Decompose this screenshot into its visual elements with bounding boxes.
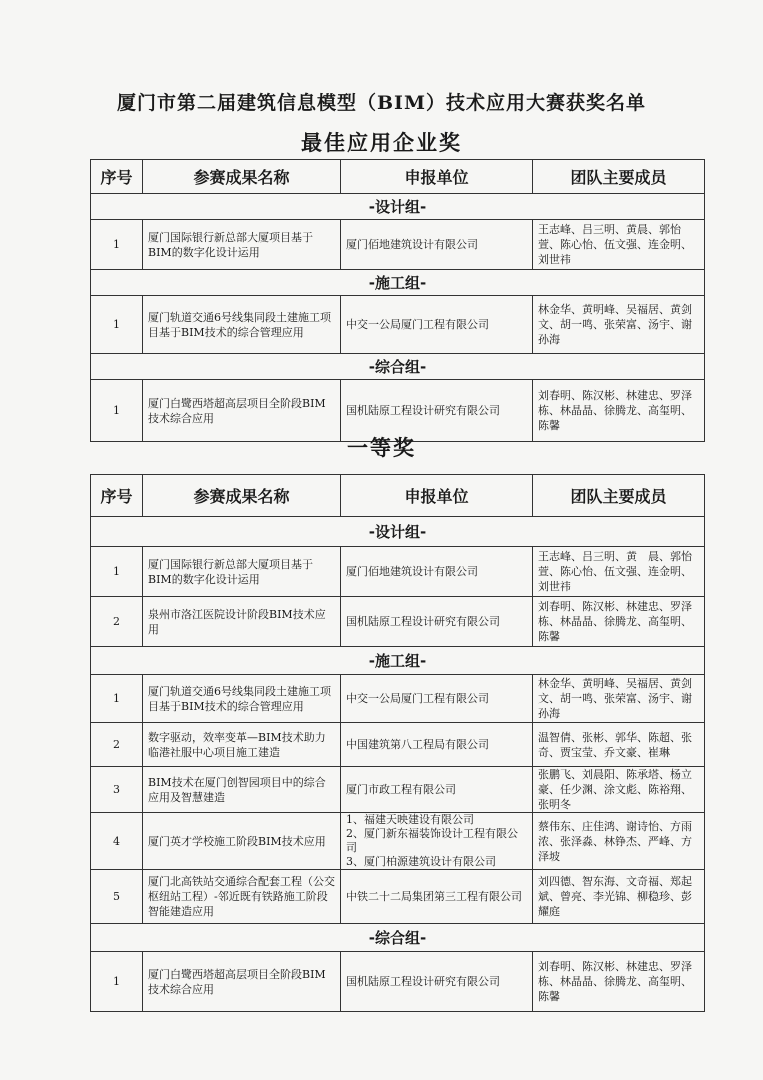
row-org [341, 813, 533, 870]
row-project: 厦门国际银行新总部大厦项目基于BIM的数字化设计运用 [143, 547, 341, 597]
award-table-best-enterprise [90, 159, 705, 442]
group-row [91, 647, 705, 675]
header-team: 团队主要成员 [533, 160, 705, 194]
group-label: -施工组- [91, 270, 705, 296]
row-team: 刘春明、陈汉彬、林建忠、罗泽栋、林晶晶、徐腾龙、高玺明、陈馨 [533, 952, 705, 1012]
table-header-row [91, 475, 705, 517]
group-row [91, 517, 705, 547]
row-project: 厦门英才学校施工阶段BIM技术应用 [143, 813, 341, 870]
row-org: 中铁二十二局集团第三工程有限公司 [341, 870, 533, 924]
table-header-row [91, 160, 705, 194]
row-org: 中国建筑第八工程局有限公司 [341, 723, 533, 767]
row-project: 厦门轨道交通6号线集同段土建施工项目基于BIM技术的综合管理应用 [143, 296, 341, 354]
org-line: 2、厦门新东福装饰设计工程有限公司 [346, 827, 518, 854]
org-line: 1、福建天映建设有限公司 [346, 813, 474, 826]
row-no: 1 [91, 675, 143, 723]
org-line: 3、厦门柏源建筑设计有限公司 [346, 855, 496, 868]
row-org: 国机陆原工程设计研究有限公司 [341, 380, 533, 442]
table-row [91, 767, 705, 813]
table-row [91, 296, 705, 354]
table-row [91, 952, 705, 1012]
header-project: 参赛成果名称 [143, 160, 341, 194]
row-org: 国机陆原工程设计研究有限公司 [341, 952, 533, 1012]
group-row [91, 354, 705, 380]
row-org: 中交一公局厦门工程有限公司 [341, 675, 533, 723]
row-org: 中交一公局厦门工程有限公司 [341, 296, 533, 354]
header-org: 申报单位 [341, 475, 533, 517]
group-row [91, 194, 705, 220]
row-org: 国机陆原工程设计研究有限公司 [341, 597, 533, 647]
table-row [91, 220, 705, 270]
group-row [91, 270, 705, 296]
row-no: 1 [91, 380, 143, 442]
header-team: 团队主要成员 [533, 475, 705, 517]
group-row [91, 924, 705, 952]
row-no: 5 [91, 870, 143, 924]
row-no: 1 [91, 220, 143, 270]
table-row [91, 675, 705, 723]
row-project: BIM技术在厦门创智园项目中的综合应用及智慧建造 [143, 767, 341, 813]
row-project: 厦门国际银行新总部大厦项目基于BIM的数字化设计运用 [143, 220, 341, 270]
row-no: 2 [91, 597, 143, 647]
table-row [91, 723, 705, 767]
section-heading-best-enterprise: 最佳应用企业奖 [301, 130, 462, 155]
group-label: -综合组- [91, 354, 705, 380]
row-no: 3 [91, 767, 143, 813]
header-org: 申报单位 [341, 160, 533, 194]
header-project: 参赛成果名称 [143, 475, 341, 517]
group-label: -设计组- [91, 517, 705, 547]
row-team: 刘春明、陈汉彬、林建忠、罗泽栋、林晶晶、徐腾龙、高玺明、陈馨 [533, 597, 705, 647]
row-org: 厦门佰地建筑设计有限公司 [341, 547, 533, 597]
row-project: 厦门白鹭西塔超高层项目全阶段BIM技术综合应用 [143, 952, 341, 1012]
row-team: 刘春明、陈汉彬、林建忠、罗泽栋、林晶晶、徐腾龙、高玺明、陈馨 [533, 380, 705, 442]
award-table-first-prize [90, 474, 705, 1012]
group-label: -设计组- [91, 194, 705, 220]
row-team: 王志峰、吕三明、黄 晨、郭怡萱、陈心怡、伍文强、连金明、刘世祎 [533, 547, 705, 597]
section-heading-first-prize: 一等奖 [347, 435, 416, 460]
row-no: 4 [91, 813, 143, 870]
table-row [91, 813, 705, 870]
document-title: 厦门市第二届建筑信息模型（BIM）技术应用大赛获奖名单 [117, 92, 646, 114]
table-row [91, 870, 705, 924]
row-project: 厦门北高铁站交通综合配套工程（公交枢纽站工程）-邻近既有铁路施工阶段智能建造应用 [143, 870, 341, 924]
row-team: 蔡伟东、庄佳鸿、谢诗怡、方雨浓、张泽淼、林铮杰、严峰、方泽坡 [533, 813, 705, 870]
group-label: -综合组- [91, 924, 705, 952]
row-no: 2 [91, 723, 143, 767]
row-project: 厦门轨道交通6号线集同段土建施工项目基于BIM技术的综合管理应用 [143, 675, 341, 723]
row-org: 厦门佰地建筑设计有限公司 [341, 220, 533, 270]
header-no: 序号 [91, 160, 143, 194]
group-label: -施工组- [91, 647, 705, 675]
row-team: 王志峰、吕三明、黄晨、郭怡萱、陈心怡、伍文强、连金明、刘世祎 [533, 220, 705, 270]
row-team: 温智倩、张彬、郭华、陈超、张奇、贾宝莹、乔文豪、崔琳 [533, 723, 705, 767]
row-project: 厦门白鹭西塔超高层项目全阶段BIM技术综合应用 [143, 380, 341, 442]
row-no: 1 [91, 547, 143, 597]
row-team: 刘四德、智东海、文奇福、郑起斌、曾亮、李光锦、柳稳珍、彭耀庭 [533, 870, 705, 924]
row-team: 林金华、黄明峰、吴福居、黄剑文、胡一鸣、张荣富、汤宇、谢孙海 [533, 675, 705, 723]
table-row [91, 547, 705, 597]
header-no: 序号 [91, 475, 143, 517]
row-no: 1 [91, 952, 143, 1012]
row-team: 林金华、黄明峰、吴福居、黄剑文、胡一鸣、张荣富、汤宇、谢孙海 [533, 296, 705, 354]
row-project: 数字驱动，效率变革—BIM技术助力临港社服中心项目施工建造 [143, 723, 341, 767]
row-no: 1 [91, 296, 143, 354]
table-row [91, 597, 705, 647]
row-team: 张鹏飞、刘晨阳、陈承塔、杨立豪、任少渊、涂文彪、陈裕翔、张明冬 [533, 767, 705, 813]
row-org: 厦门市政工程有限公司 [341, 767, 533, 813]
row-project: 泉州市洛江医院设计阶段BIM技术应用 [143, 597, 341, 647]
